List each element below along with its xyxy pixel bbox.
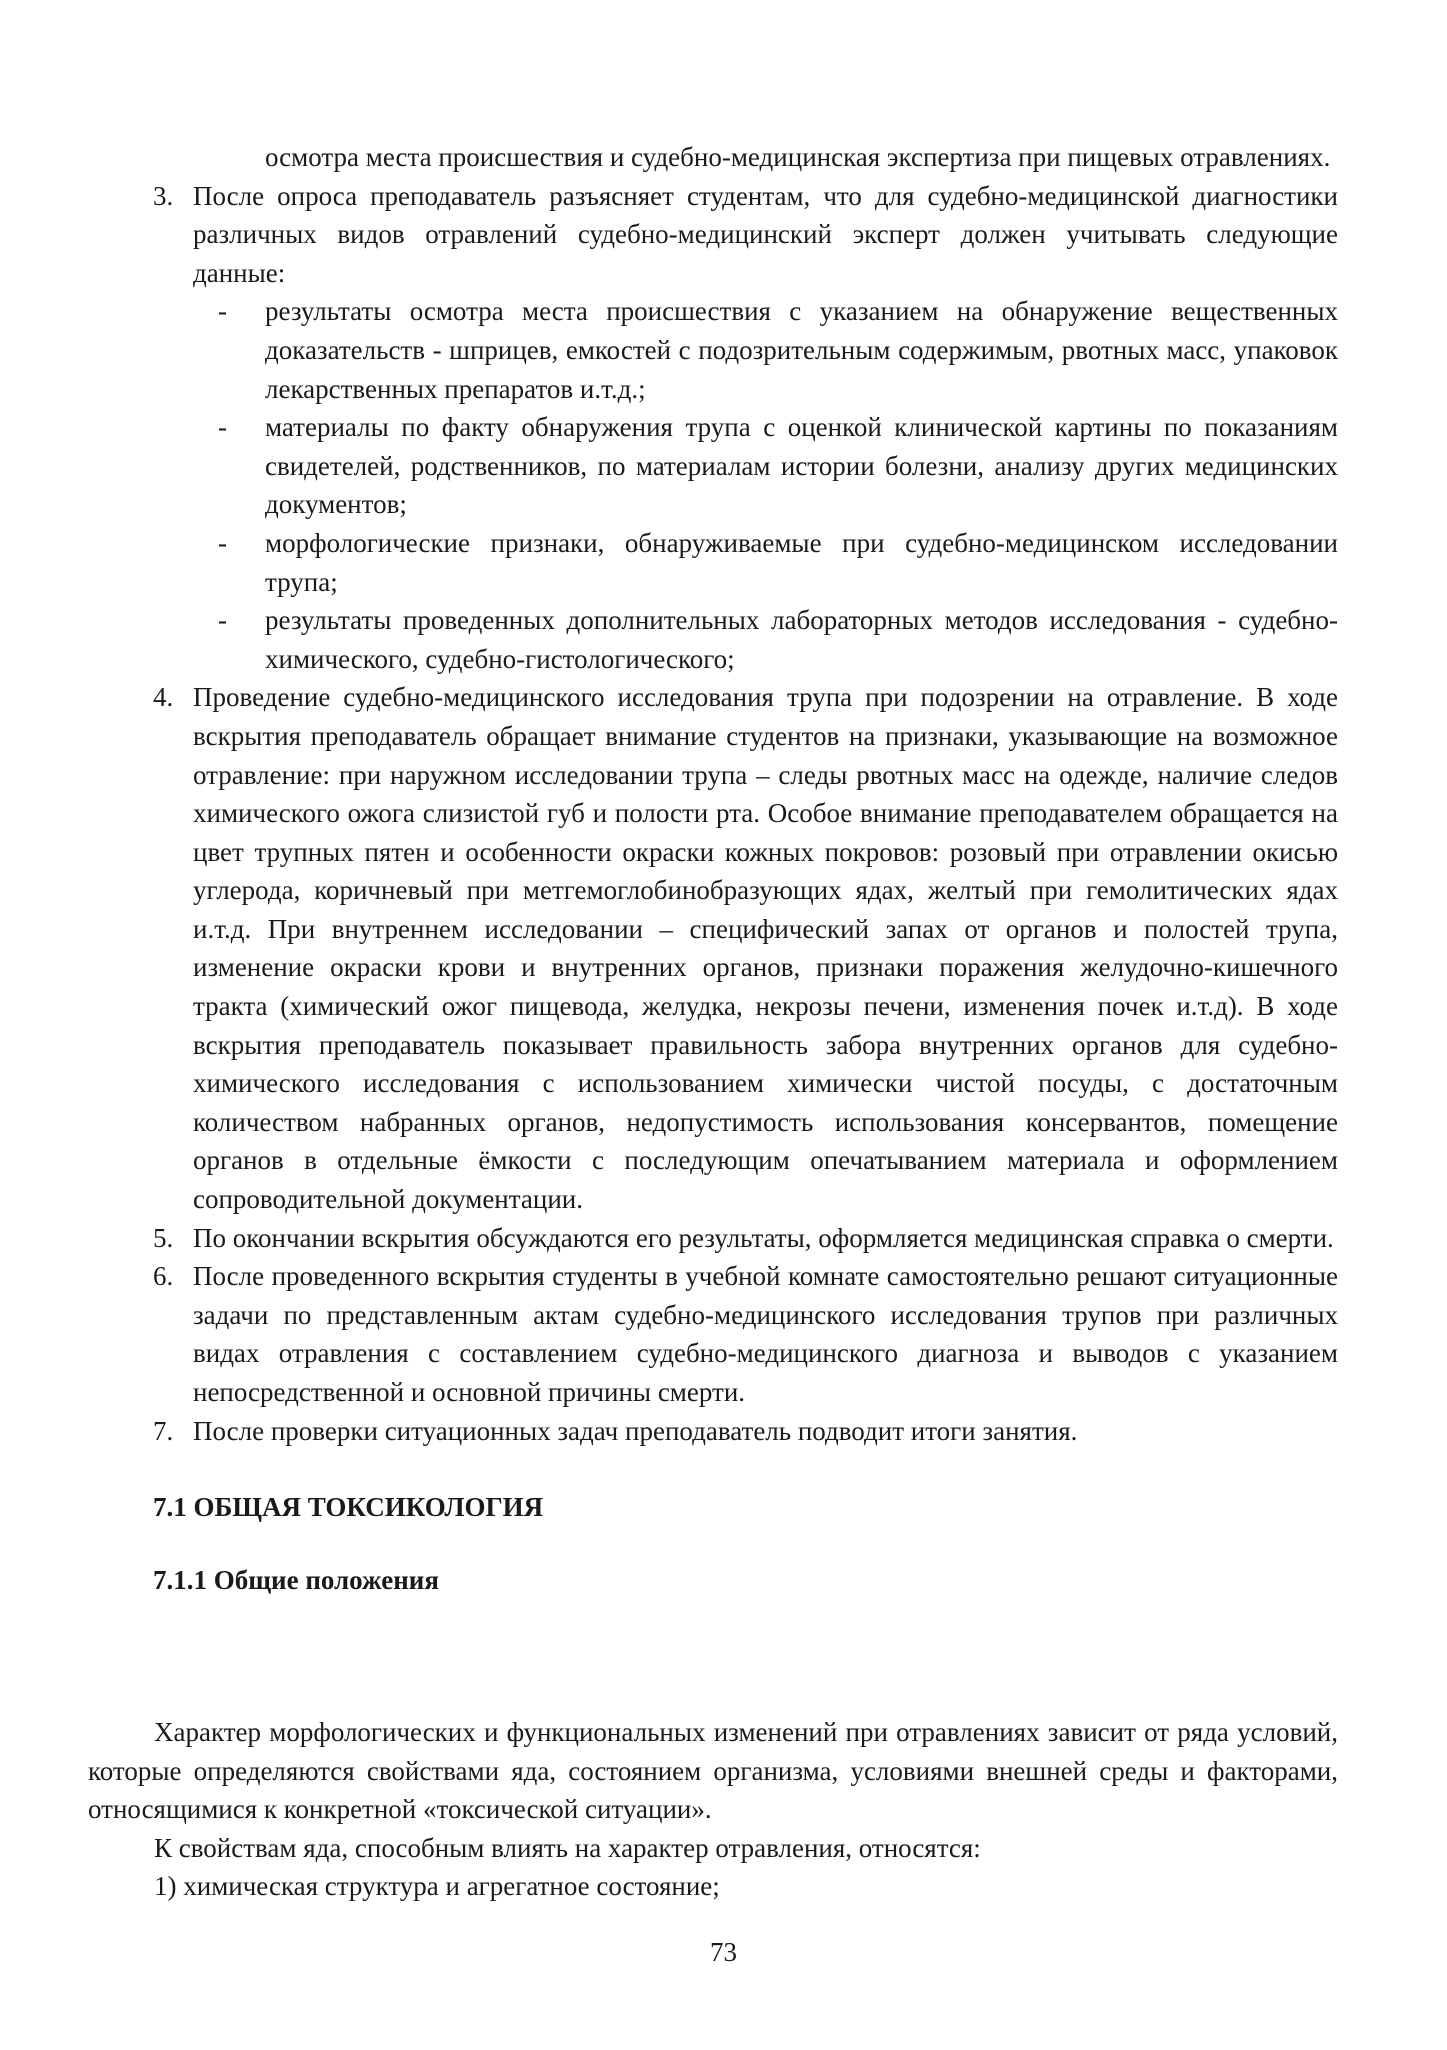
bullet-item (218, 601, 1338, 678)
body-paragraph: 1) химическая структура и агрегатное состояние; (154, 1871, 720, 1902)
list-item-number: 5. (153, 1222, 174, 1253)
section-heading: 7.1 ОБЩАЯ ТОКСИКОЛОГИЯ (153, 1492, 544, 1523)
list-item-number: 3. (153, 180, 174, 211)
page-content (153, 138, 1338, 1599)
body-paragraph: К свойствам яда, способным влиять на характер отравления, относятся: (154, 1832, 981, 1863)
list-item-number: 4. (153, 682, 174, 713)
list-item (153, 1412, 1338, 1451)
list-item-text: После проведенного вскрытия студенты в учебной комнате самостоятельно решают ситуационные задачи по представленным актам судебно-медицинского исследования трупов при различных видах отравления с составлением судебно-медицинского диагноза и выводов с указанием непосредственной и основной причины смерти. (193, 1261, 1338, 1407)
body-block (88, 1713, 1338, 1906)
bullet-dash: - (218, 527, 227, 558)
bullet-item (218, 524, 1338, 601)
subsection-heading: 7.1.1 Общие положения (153, 1564, 439, 1595)
carryover-text: осмотра места происшествия и судебно-медицинская экспертиза при пищевых отравлениях. (265, 142, 1331, 172)
list-item-text: После опроса преподаватель разъясняет студентам, что для судебно-медицинской диагностики различных видов отравлений судебно-медицинский эксперт должен учитывать следующие данные: (193, 180, 1338, 288)
bullet-item (218, 292, 1338, 408)
bullet-text: результаты проведенных дополнительных лабораторных методов исследования - судебно-химического, судебно-гистологического; (265, 605, 1338, 674)
list-item (153, 1219, 1338, 1258)
bullet-text: результаты осмотра места происшествия с указанием на обнаружение вещественных доказательств - шприцев, емкостей с подозрительным содержимым, рвотных масс, упаковок лекарственных препаратов и.т.д.; (265, 296, 1338, 404)
bullet-item (218, 408, 1338, 524)
page-number: 73 (710, 1937, 737, 1967)
list-item (153, 177, 1338, 293)
list-item-number: 7. (153, 1415, 174, 1446)
list-item-number: 6. (153, 1261, 174, 1292)
bullet-dash: - (218, 296, 227, 327)
body-paragraph: Характер морфологических и функциональных изменений при отравлениях зависит от ряда условий, которые определяются свойствами яда, состоянием организма, условиями внешней среды и факторами, относящимися к конкретной «токсической ситуации». (88, 1717, 1338, 1825)
bullet-dash: - (218, 605, 227, 636)
list-item-text: После проверки ситуационных задач преподаватель подводит итоги занятия. (193, 1415, 1078, 1446)
list-item-text: Проведение судебно-медицинского исследования трупа при подозрении на отравление. В ходе вскрытия преподаватель обращает внимание студентов на признаки, указывающие на возможное отравление: при наружном исследовании трупа – следы рвотных масс на одежде, наличие следов химического ожога слизистой губ и полости рта. Особое внимание преподавателем обращается на цвет трупных пятен и особенности окраски кожных покровов: розовый при отравлении окисью углерода, коричневый при метгемоглобинобразующих ядах, желтый при гемолитических ядах и.т.д. При внутреннем исследовании – специфический запах от органов и полостей трупа, изменение окраски крови и внутренних органов, признаки поражения желудочно-кишечного тракта (химический ожог пищевода, желудка, некрозы печени, изменения почек и.т.д). В ходе вскрытия преподаватель показывает правильность забора внутренних органов для судебно-химического исследования с использованием химически чистой посуды, с достаточным количеством набранных органов, недопустимость использования консервантов, помещение органов в отдельные ёмкости с последующим опечатыванием материала и оформлением сопроводительной документации. (193, 682, 1338, 1215)
bullet-text: материалы по факту обнаружения трупа с оценкой клинической картины по показаниям свидетелей, родственников, по материалам истории болезни, анализу других медицинских документов; (265, 412, 1338, 520)
list-item (153, 1257, 1338, 1411)
bullet-text: морфологические признаки, обнаруживаемые при судебно-медицинском исследовании трупа; (265, 527, 1338, 597)
list-item-text: По окончании вскрытия обсуждаются его результаты, оформляется медицинская справка о смерти. (193, 1222, 1334, 1253)
list-item (153, 678, 1338, 1218)
bullet-dash: - (218, 412, 227, 443)
